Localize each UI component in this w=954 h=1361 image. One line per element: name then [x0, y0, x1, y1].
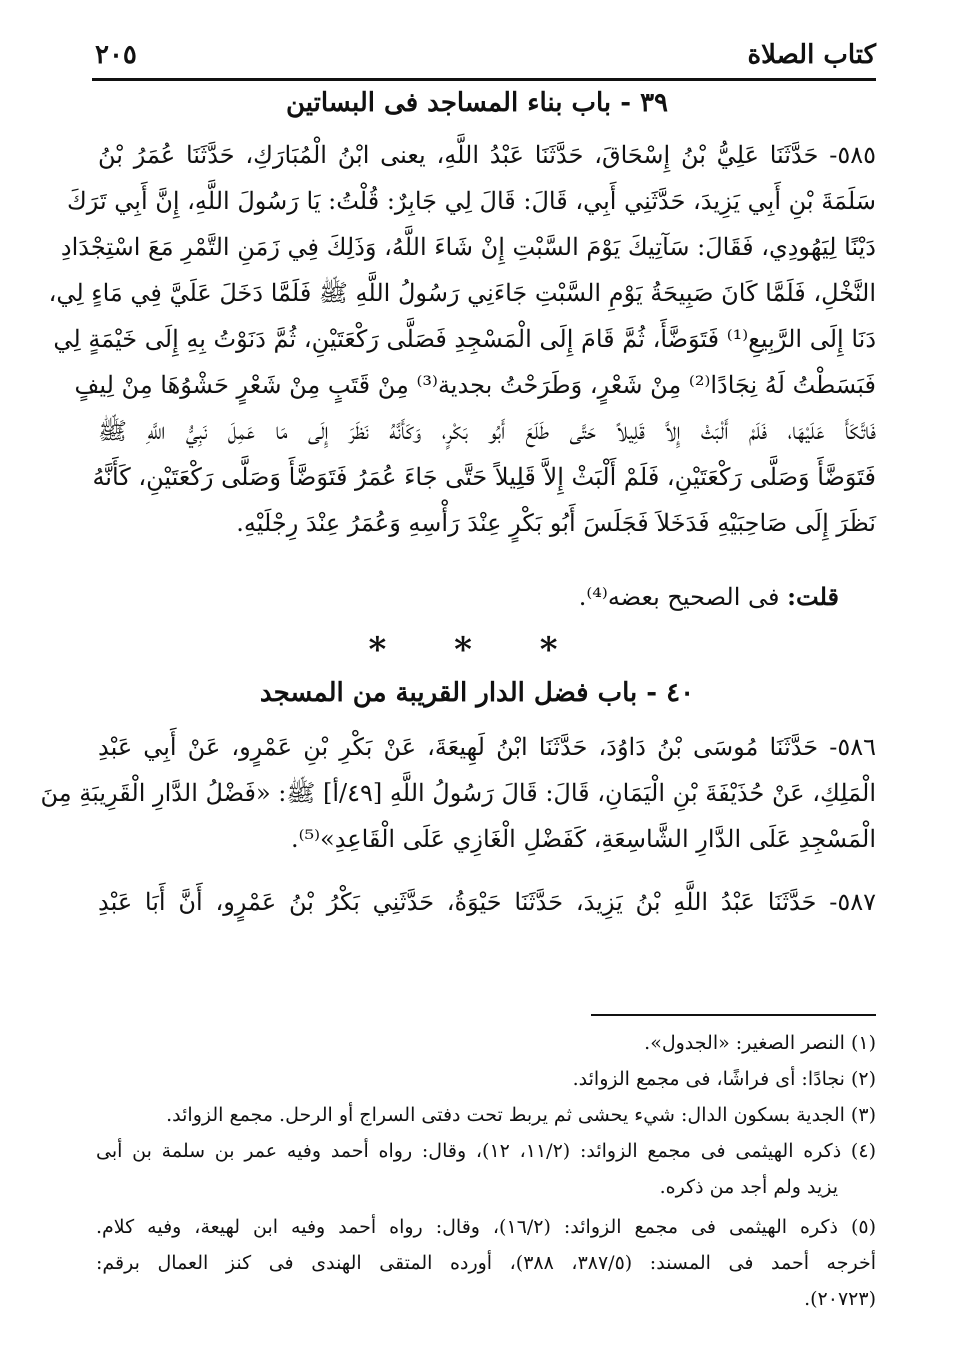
hadith-586-line-1: ٥٨٦- حَدَّثَنَا مُوسَى بْنُ دَاوُدَ، حَدَّثَنَا ابْنُ لَهِيعَةَ، عَنْ بَكْرِ بْنِ عَمْرٍو، عَنْ أَبِي عَبْدِ: [98, 733, 876, 761]
footnote-4-continued: يزيد ولم أجد من ذكره.: [659, 1176, 838, 1198]
footnote-4: (٤) ذكره الهيثمى فى مجمع الزوائد: (١١/٢، ١٢)، وقال: رواه أحمد وفيه عمر بن سلمة بن أبى: [96, 1140, 876, 1162]
editor-note-label: قلت:: [787, 582, 839, 611]
running-head: [95, 38, 876, 74]
hadith-585-line-3: دَيْنًا لِيَهُودِي، فَقَالَ: سَآتِيكَ يَوْمَ السَّبْتِ إِنْ شَاءَ اللَّهُ، وَذَلِكَ فِي زَمَنِ التَّمْرِ مَعَ اسْتِجْدَادِ: [60, 233, 876, 261]
hadith-585-line-2: سَلَمَةَ بْنِ أَبِي يَزِيدَ، حَدَّثَنِي أَبِي، قَالَ: قَالَ لِي جَابِرٌ: قُلْتُ: يَا رَسُولَ اللَّهِ، إِنَّ أَبِي تَرَكَ: [66, 187, 876, 215]
header-rule: [92, 78, 876, 81]
hadith-585-line-8: فَتَوَضَّأَ وَصَلَّى رَكْعَتَيْنِ، فَلَمْ أَلْبَثْ إِلاَّ قَلِيلاً حَتَّى جَاءَ عُمَرُ فَتَوَضَّأَ وَصَلَّى رَكْعَتَيْنِ، كَأَنَّهُ: [92, 463, 876, 491]
hadith-585-line-5: دَنَا إِلَى الرَّبِيعِ⁽¹⁾ فَتَوَضَّأَ، ثُمَّ قَامَ إِلَى الْمَسْجِدِ فَصَلَّى رَكْعَتَيْنِ، ثُمَّ دَنَوْتُ بِهِ إِلَى خَيْمَةٍ لِي: [53, 325, 876, 353]
hadith-585-line-1: ٥٨٥- حَدَّثَنَا عَلِيُّ بْنُ إِسْحَاقَ، حَدَّثَنَا عَبْدُ اللَّهِ، يعنى ابْنُ الْمُبَارَكِ، حَدَّثَنَا عُمَرُ بْنُ: [98, 141, 876, 169]
footnote-5-continued: أخرجه أحمد فى المسند: (٣٨٧/٥، ٣٨٨)، أورده المتقى الهندى فى كنز العمال برقم:: [96, 1252, 876, 1274]
hadith-585-line-6: فَبَسَطْتُ لَهُ نِجَادًا⁽²⁾ مِنْ شَعْرٍ، وَطَرَحْتُ بجدية⁽³⁾ مِنْ قَتَبٍ مِنْ شَعْرٍ حَشْوُهَا مِنْ لِيفٍ: [74, 371, 876, 399]
editor-note: [579, 582, 839, 611]
hadith-585-line-4: النَّخْلِ، فَلَمَّا كَانَ صَبِيحَةُ يَوْمِ السَّبْتِ جَاءَنِي رَسُولُ اللَّهِ ﷺ فَلَمَّا دَخَلَ عَلَيَّ فِي مَاءٍ لِي،: [48, 279, 876, 307]
hadith-585-line-7: فَاتَّكَأَ عَلَيْهَا، فَلَمْ أَلْبَثْ إِلاَّ قَلِيلاً حَتَّى طَلَعَ أَبُو بَكْرٍ، وَكَأَنَّهُ نَظَرَ إِلَى مَا عَمِلَ نَبِيُّ اللَّهِ ﷺ: [98, 417, 876, 445]
footnote-5-end: (٢٠٧٢٣).: [804, 1288, 876, 1310]
chapter-39-heading: ٣٩ - باب بناء المساجد فى البساتين: [286, 88, 668, 118]
hadith-586-line-2: الْمَلِكِ، عَنْ حُذَيْفَةَ بْنِ الْيَمَانِ، قَالَ: قَالَ رَسُولُ اللَّهِ [٤٩/أ] ﷺ: «فَضْلُ الدَّارِ الْقَرِيبَةِ مِنَ: [40, 779, 876, 807]
footnote-3: (٣) الجدية بسكون الدال: شيء يحشى ثم يربط تحت دفتى السراج أو الرحل. مجمع الزوائد.: [166, 1104, 876, 1126]
section-separator: * * *: [368, 630, 586, 670]
footnote-5: (٥) ذكره الهيثمى فى مجمع الزوائد: (١٦/٢)، وقال: رواه أحمد وفيه ابن لهيعة، وفيه كلام.: [96, 1216, 876, 1238]
chapter-40-heading: ٤٠ - باب فضل الدار القريبة من المسجد: [259, 678, 695, 708]
hadith-587-line-1: ٥٨٧- حَدَّثَنَا عَبْدُ اللَّهِ بْنُ يَزِيدَ، حَدَّثَنَا حَيْوَةُ، حَدَّثَنِي بَكْرُ بْنُ عَمْرٍو، أَنَّ أَبَا عَبْدِ: [98, 888, 877, 916]
running-title: كتاب الصلاة: [747, 40, 876, 70]
footnote-2: (٢) نجادًا: أى فراشًا، فى مجمع الزوائد.: [572, 1068, 876, 1090]
hadith-586-line-3: الْمَسْجِدِ عَلَى الدَّارِ الشَّاسِعَةِ، كَفَضْلِ الْغَازِي عَلَى الْقَاعِدِ»⁽⁵⁾.: [290, 825, 876, 853]
hadith-585-line-9: نَظَرَ إِلَى صَاحِبَيْهِ فَدَخَلاَ فَجَلَسَ أَبُو بَكْرٍ عِنْدَ رَأْسِهِ وَعُمَرُ عِنْدَ رِجْلَيْهِ.: [236, 509, 876, 537]
page-number: ٢٠٥: [95, 40, 137, 70]
footnote-rule: [591, 1014, 876, 1016]
footnote-1: (١) النصر الصغير: «الجدول».: [644, 1032, 876, 1054]
editor-note-text: فى الصحيح بعضه⁽⁴⁾.: [578, 583, 780, 611]
